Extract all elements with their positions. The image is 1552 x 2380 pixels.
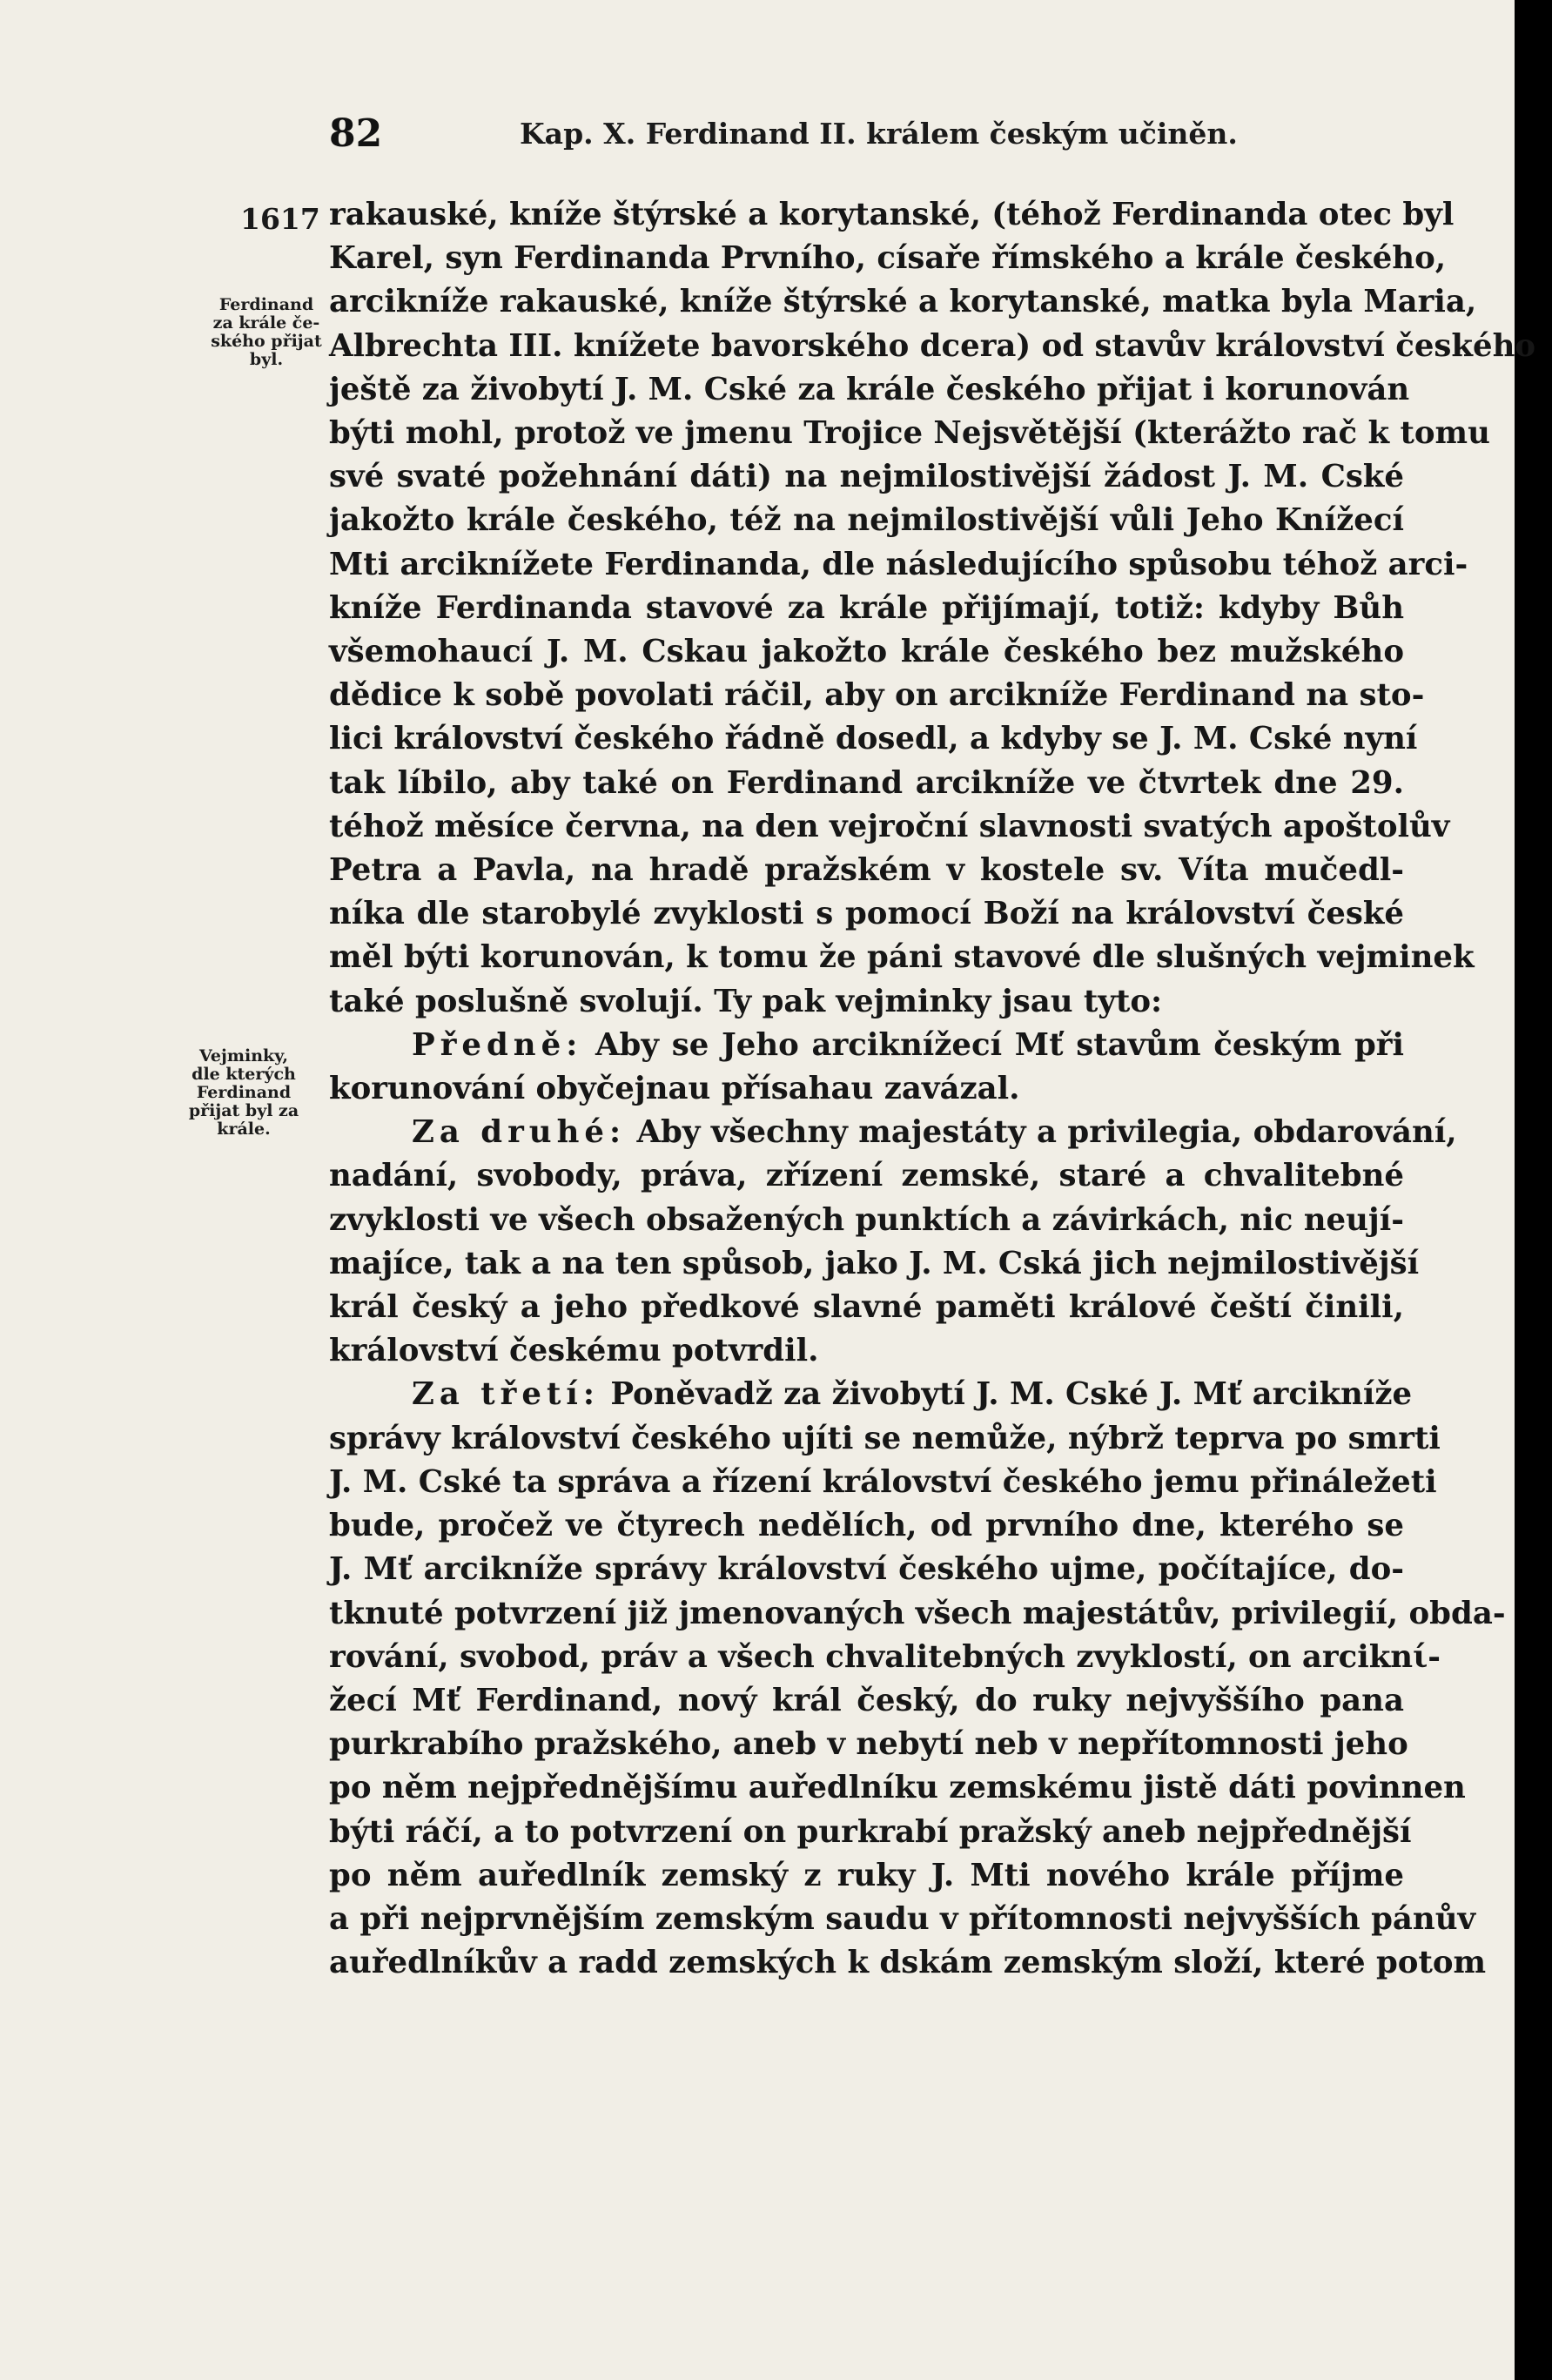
text-line: tak líbilo, aby také on Ferdinand arcikníže ve čtvrtek dne 29. bbox=[329, 764, 1404, 801]
text-line: arcikníže rakauské, kníže štýrské a korytanské, matka byla Maria, bbox=[329, 284, 1477, 320]
text-line: nadání, svobody, práva, zřízení zemské, staré a chvalitebné bbox=[329, 1158, 1404, 1194]
margin-note-line: dle kterých bbox=[191, 1065, 296, 1084]
text-line: své svaté požehnání dáti) na nejmilostivější žádost J. M. Cské bbox=[329, 459, 1404, 495]
text-line: bude, pročež ve čtyrech nedělích, od prvního dne, kterého se bbox=[329, 1508, 1404, 1544]
text-line: býti ráčí, a to potvrzení on purkrabí pražský aneb nejpřednější bbox=[329, 1813, 1412, 1850]
margin-note-line: Ferdinand bbox=[196, 1083, 292, 1102]
text-line: majíce, tak a na ten spůsob, jako J. M. Cská jich nejmilostivější bbox=[329, 1245, 1420, 1281]
margin-note-line: Ferdinand bbox=[218, 295, 314, 314]
text-line: dědice k sobě povolati ráčil, aby on arcikníže Ferdinand na sto- bbox=[329, 677, 1425, 714]
text-line: níka dle starobylé zvyklosti s pomocí Boží na království české bbox=[329, 896, 1404, 932]
margin-note-line: krále. bbox=[217, 1119, 271, 1139]
text-line: býti mohl, protož ve jmenu Trojice Nejsvětější (kterážto rač k tomu bbox=[329, 415, 1490, 452]
paragraph-lead: Za druhé: bbox=[412, 1114, 627, 1151]
text-line: po něm nejpřednějšímu auředlníku zemskému jistě dáti povinnen bbox=[329, 1770, 1466, 1806]
text-line: jakožto krále českého, též na nejmilostivější vůli Jeho Knížecí bbox=[329, 502, 1404, 539]
margin-note-line: ského přijat bbox=[211, 332, 322, 351]
text-line: purkrabího pražského, aneb v nebytí neb v nepřítomnosti jeho bbox=[329, 1726, 1408, 1763]
text-line: tknuté potvrzení již jmenovaných všech majestátův, privilegií, obda- bbox=[329, 1595, 1506, 1631]
paragraph-lead: Za třetí: bbox=[412, 1376, 600, 1413]
text-line: Předně: Aby se Jeho arciknížecí Mť stavům českým při bbox=[412, 1026, 1404, 1063]
text-line: rování, svobod, práv a všech chvalitebných zvyklostí, on arciknί- bbox=[329, 1638, 1441, 1675]
text-line: rakauské, kníže štýrské a korytanské, (téhož Ferdinanda otec byl bbox=[329, 197, 1455, 232]
text-line: a při nejprvnějším zemským saudu v přítomnosti nejvyšších pánův bbox=[329, 1900, 1476, 1937]
margin-note-conditions bbox=[174, 1047, 313, 1139]
margin-note-line: Vejminky, bbox=[198, 1046, 289, 1066]
text-line: král český a jeho předkové slavné paměti králové čeští činili, bbox=[329, 1289, 1404, 1326]
text-line: také poslušně svolují. Ty pak vejminky jsau tyto: bbox=[329, 983, 1163, 1019]
margin-note-ferdinand-accepted bbox=[197, 296, 336, 369]
page-number: 82 bbox=[329, 111, 383, 156]
paragraph-first-condition bbox=[329, 1024, 1404, 1111]
text-line: zvyklosti ve všech obsažených punktích a závirkách, nic neují- bbox=[329, 1201, 1404, 1238]
text-line: všemohaucí J. M. Cskau jakožto krále českého bez mužského bbox=[329, 634, 1404, 670]
text-line: korunování obyčejnau přísahau zavázal. bbox=[329, 1071, 1020, 1107]
text-line: po něm auředlník zemský z ruky J. Mti nového krále příjme bbox=[329, 1857, 1404, 1893]
text-line: Karel, syn Ferdinanda Prvního, císaře římského a krále českého, bbox=[329, 240, 1447, 277]
text-line: království českému potvrdil. bbox=[329, 1333, 819, 1369]
paragraph-intro bbox=[329, 193, 1536, 1024]
text-line: lici království českého řádně dosedl, a kdyby se J. M. Cské nyní bbox=[329, 721, 1418, 757]
text-line: Albrechta III. knížete bavorského dcera) od stavův království českého bbox=[329, 327, 1536, 364]
margin-note-line: za krále če- bbox=[212, 313, 320, 333]
paragraph-lead: Předně: bbox=[412, 1026, 583, 1063]
paragraph-second-condition bbox=[329, 1111, 1457, 1373]
text-line: Mti arciknížete Ferdinanda, dle následujícího spůsobu téhož arci- bbox=[329, 546, 1468, 582]
text-line: auředlníkův a radd zemských k dskám zemským složí, které potom bbox=[329, 1945, 1487, 1981]
running-head: Kap. X. Ferdinand II. králem českým učiněn. bbox=[520, 117, 1238, 151]
margin-note-line: byl. bbox=[249, 350, 284, 369]
margin-note-line: přijat byl za bbox=[188, 1101, 299, 1120]
text-line: kníže Ferdinanda stavové za krále přijímají, totiž: kdyby Bůh bbox=[329, 589, 1404, 626]
text-line: J. Mť arcikníže správy království českého ujme, počítajíce, do- bbox=[329, 1551, 1404, 1588]
text-line: téhož měsíce června, na den vejroční slavnosti svatých apoštolův bbox=[329, 808, 1450, 844]
text-line: Za druhé: Aby všechny majestáty a privilegia, obdarování, bbox=[412, 1114, 1457, 1151]
text-line: J. M. Cské ta správa a řízení království českého jemu přináležeti bbox=[329, 1463, 1437, 1500]
text-line: Za třetí: Poněvadž za živobytí J. M. Cské J. Mť arcikníže bbox=[412, 1376, 1413, 1413]
text-line: ještě za živobytí J. M. Cské za krále českého přijat i korunován bbox=[329, 371, 1410, 407]
text-line: správy království českého ujíti se nemůže, nýbrž teprva po smrti bbox=[329, 1420, 1441, 1456]
body-text bbox=[329, 193, 1536, 1985]
text-line: Petra a Pavla, na hradě pražském v kostele sv. Víta mučedl- bbox=[329, 852, 1404, 889]
margin-year: 1617 bbox=[240, 202, 320, 236]
text-line: žecí Mť Ferdinand, nový král český, do ruky nejvyššího pana bbox=[329, 1682, 1404, 1718]
paragraph-third-condition bbox=[329, 1373, 1506, 1985]
text-line: měl býti korunován, k tomu že páni stavové dle slušných vejminek bbox=[329, 939, 1475, 976]
page-header bbox=[0, 103, 1515, 155]
